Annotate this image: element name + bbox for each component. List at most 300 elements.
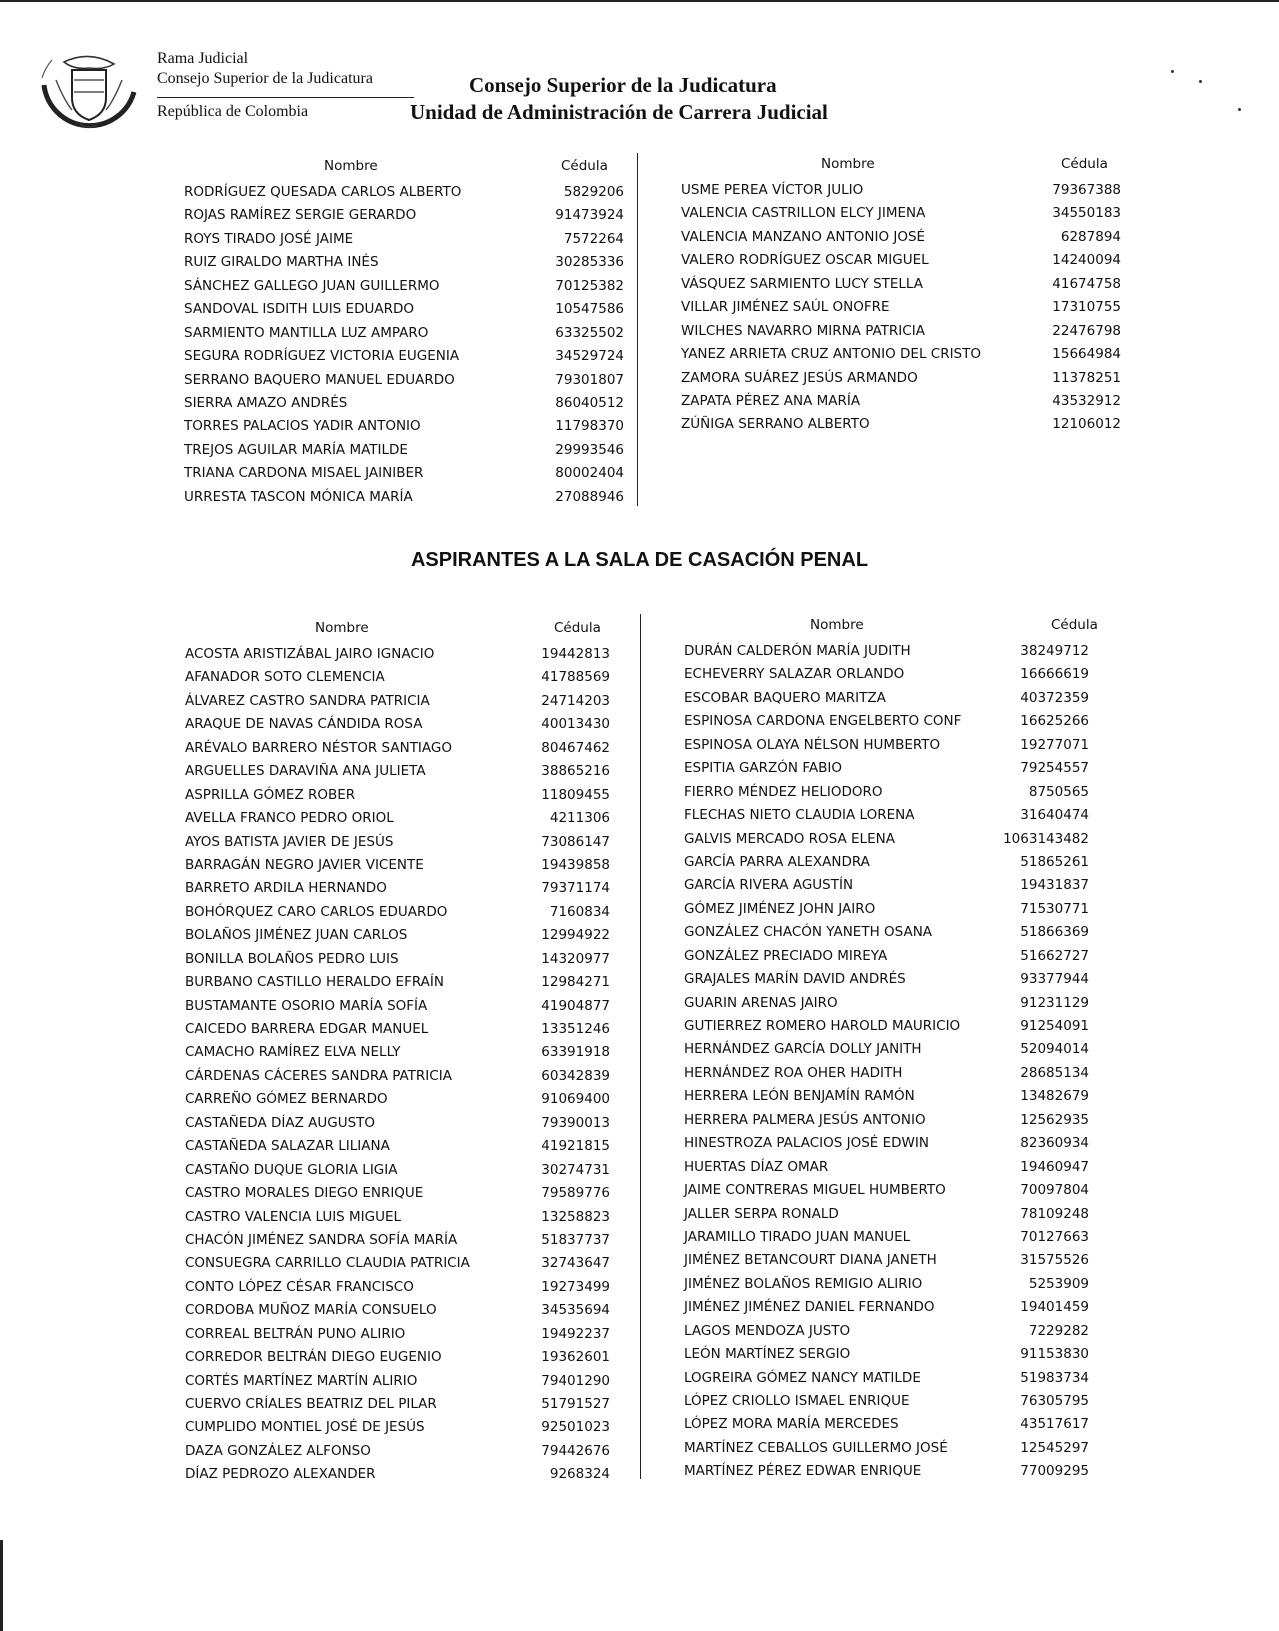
- list-row: [681, 390, 1121, 413]
- cedula-number: 8750565: [1028, 783, 1089, 800]
- section-title: ASPIRANTES A LA SALA DE CASACIÓN PENAL: [410, 549, 869, 571]
- person-name: GUARIN ARENAS JAIRO: [684, 994, 838, 1011]
- list-row: [684, 1156, 1089, 1179]
- list-row: [684, 921, 1089, 944]
- person-name: HERNÁNDEZ GARCÍA DOLLY JANITH: [684, 1041, 922, 1058]
- list-row: [684, 1437, 1089, 1460]
- top-border: [0, 0, 1279, 2]
- person-name: CASTAÑEDA SALAZAR LILIANA: [185, 1138, 390, 1155]
- cedula-number: 38249712: [1020, 643, 1089, 659]
- person-name: ACOSTA ARISTIZÁBAL JAIRO IGNACIO: [185, 646, 435, 662]
- cedula-number: 19492237: [541, 1325, 610, 1342]
- person-name: ZAPATA PÉREZ ANA MARÍA: [681, 392, 861, 409]
- cedula-number: 34529724: [555, 348, 624, 365]
- cedula-number: 14320977: [541, 950, 610, 967]
- list-row: [185, 1182, 610, 1205]
- list-row: [185, 1159, 610, 1182]
- cedula-number: 92501023: [541, 1419, 610, 1436]
- person-name: BURBANO CASTILLO HERALDO EFRAÍN: [185, 974, 444, 991]
- cedula-number: 60342839: [541, 1067, 610, 1084]
- person-name: ARÉVALO BARRERO NÉSTOR SANTIAGO: [185, 739, 453, 756]
- cedula-number: 31575526: [1020, 1252, 1089, 1269]
- header-nombre: Nombre: [315, 620, 369, 636]
- cedula-number: 4211306: [549, 810, 610, 827]
- list-row: [185, 737, 610, 760]
- person-name: JIMÉNEZ BETANCOURT DIANA JANETH: [684, 1252, 937, 1269]
- cedula-number: 5253909: [1028, 1275, 1089, 1292]
- person-name: HERNÁNDEZ ROA OHER HADITH: [684, 1064, 903, 1081]
- list-row: [185, 1088, 610, 1111]
- cedula-number: 93377944: [1020, 971, 1089, 988]
- person-name: SANDOVAL ISDITH LUIS EDUARDO: [184, 301, 414, 318]
- cedula-number: 13258823: [541, 1208, 610, 1225]
- cedula-number: 78109248: [1020, 1205, 1089, 1222]
- list-row: [681, 367, 1121, 390]
- list-row: [684, 874, 1089, 897]
- person-name: VILLAR JIMÉNEZ SAÚL ONOFRE: [681, 299, 890, 316]
- list-row: [185, 1112, 610, 1135]
- list-row: [184, 439, 624, 462]
- list-row: [184, 322, 624, 345]
- list-row: [185, 924, 610, 947]
- person-name: HERRERA PALMERA JESÚS ANTONIO: [684, 1111, 926, 1128]
- list-row: [681, 320, 1121, 343]
- person-name: HERRERA LEÓN BENJAMÍN RAMÓN: [684, 1088, 915, 1105]
- cedula-number: 17310755: [1052, 299, 1121, 316]
- list-row: [185, 1416, 610, 1439]
- list-row: [184, 345, 624, 368]
- person-name: BARRAGÁN NEGRO JAVIER VICENTE: [185, 856, 424, 873]
- cedula-number: 34535694: [541, 1302, 610, 1319]
- person-name: BONILLA BOLAÑOS PEDRO LUIS: [185, 950, 399, 967]
- person-name: FLECHAS NIETO CLAUDIA LORENA: [684, 807, 915, 824]
- cedula-number: 51866369: [1020, 924, 1089, 941]
- person-name: CÁRDENAS CÁCERES SANDRA PATRICIA: [185, 1067, 452, 1084]
- person-name: HINESTROZA PALACIOS JOSÉ EDWIN: [684, 1135, 929, 1152]
- person-name: SEGURA RODRÍGUEZ VICTORIA EUGENIA: [184, 348, 460, 365]
- list-row: [684, 1226, 1089, 1249]
- list-row: [184, 275, 624, 298]
- list-row: [185, 1206, 610, 1229]
- person-name: GÓMEZ JIMÉNEZ JOHN JAIRO: [684, 900, 876, 917]
- list-row: [684, 734, 1089, 757]
- person-name: ZAMORA SUÁREZ JESÚS ARMANDO: [681, 369, 918, 386]
- list-row: [185, 1393, 610, 1416]
- cedula-number: 19442813: [541, 646, 610, 662]
- cedula-number: 30285336: [555, 254, 624, 271]
- list-row: [684, 1390, 1089, 1413]
- cedula-number: 41674758: [1052, 275, 1121, 292]
- person-name: JARAMILLO TIRADO JUAN MANUEL: [684, 1228, 911, 1245]
- cedula-number: 52094014: [1020, 1041, 1089, 1058]
- person-name: RUIZ GIRALDO MARTHA INÉS: [184, 254, 379, 271]
- list-row: [185, 854, 610, 877]
- cedula-number: 16666619: [1020, 666, 1089, 683]
- list-row: [684, 1062, 1089, 1085]
- list-row: [185, 713, 610, 736]
- org-country: República de Colombia: [157, 103, 309, 120]
- list-row: [184, 298, 624, 321]
- list-row: [185, 1276, 610, 1299]
- cedula-number: 13482679: [1020, 1088, 1089, 1105]
- list-row: [684, 1109, 1089, 1132]
- person-name: FIERRO MÉNDEZ HELIODORO: [684, 783, 883, 800]
- person-name: ESCOBAR BAQUERO MARITZA: [684, 689, 886, 706]
- list-row: [185, 1252, 610, 1275]
- table-header: [684, 617, 1098, 637]
- cedula-number: 80002404: [555, 465, 624, 482]
- list-row: [185, 971, 610, 994]
- person-name: USME PEREA VÍCTOR JULIO: [681, 182, 864, 198]
- cedula-number: 34550183: [1052, 205, 1121, 222]
- list-row: [684, 1413, 1089, 1436]
- cedula-number: 79254557: [1020, 760, 1089, 777]
- person-name: CAICEDO BARRERA EDGAR MANUEL: [185, 1021, 429, 1037]
- cedula-number: 91473924: [555, 207, 624, 224]
- header-nombre: Nombre: [324, 158, 378, 174]
- person-name: SIERRA AMAZO ANDRÉS: [184, 394, 348, 411]
- person-name: CORREAL BELTRÁN PUNO ALIRIO: [185, 1325, 406, 1342]
- cedula-number: 80467462: [541, 739, 610, 756]
- header-subtitle: Unidad de Administración de Carrera Judicial: [410, 100, 828, 124]
- scan-speck: [1238, 108, 1241, 111]
- person-name: ÁLVAREZ CASTRO SANDRA PATRICIA: [185, 692, 430, 709]
- person-name: TRIANA CARDONA MISAEL JAINIBER: [184, 465, 424, 482]
- list-row: [185, 1463, 610, 1486]
- cedula-number: 51865261: [1020, 853, 1089, 870]
- cedula-number: 70125382: [555, 277, 624, 294]
- list-row: [185, 831, 610, 854]
- person-name: CAMACHO RAMÍREZ ELVA NELLY: [185, 1044, 401, 1061]
- person-name: CASTAÑEDA DÍAZ AUGUSTO: [185, 1114, 376, 1131]
- list-row: [684, 687, 1089, 710]
- list-row: [185, 1018, 610, 1041]
- person-name: DAZA GONZÁLEZ ALFONSO: [185, 1442, 371, 1459]
- person-name: LÓPEZ CRIOLLO ISMAEL ENRIQUE: [684, 1393, 910, 1409]
- person-name: SARMIENTO MANTILLA LUZ AMPARO: [184, 324, 429, 341]
- list-row: [185, 807, 610, 830]
- cedula-number: 76305795: [1020, 1393, 1089, 1409]
- cedula-number: 63391918: [541, 1044, 610, 1061]
- cedula-number: 91254091: [1020, 1018, 1089, 1034]
- list-row: [185, 784, 610, 807]
- person-name: MARTÍNEZ CEBALLOS GUILLERMO JOSÉ: [684, 1439, 948, 1456]
- list-row: [681, 249, 1121, 272]
- cedula-number: 40013430: [541, 716, 610, 733]
- person-name: CONTO LÓPEZ CÉSAR FRANCISCO: [185, 1278, 414, 1295]
- person-name: ESPITIA GARZÓN FABIO: [684, 760, 842, 777]
- cedula-number: 51791527: [541, 1396, 610, 1412]
- list-row: [684, 1085, 1089, 1108]
- person-name: GARCÍA PARRA ALEXANDRA: [684, 853, 870, 870]
- column-divider: [640, 614, 641, 1479]
- table-header: [681, 156, 1121, 176]
- list-row: [681, 273, 1121, 296]
- list-row: [684, 781, 1089, 804]
- person-name: HUERTAS DÍAZ OMAR: [684, 1158, 829, 1175]
- person-name: ARAQUE DE NAVAS CÁNDIDA ROSA: [185, 716, 423, 733]
- cedula-number: 19277071: [1020, 736, 1089, 753]
- cedula-number: 24714203: [541, 692, 610, 709]
- cedula-number: 30274731: [541, 1161, 610, 1178]
- person-name: BARRETO ARDILA HERNANDO: [185, 880, 387, 897]
- cedula-number: 79367388: [1052, 182, 1121, 198]
- person-name: VALENCIA CASTRILLON ELCY JIMENA: [681, 205, 926, 222]
- person-name: TORRES PALACIOS YADIR ANTONIO: [184, 418, 421, 435]
- person-name: CHACÓN JIMÉNEZ SANDRA SOFÍA MARÍA: [185, 1231, 458, 1248]
- cedula-number: 41788569: [541, 669, 610, 686]
- header-cedula: Cédula: [1051, 617, 1098, 633]
- list-row: [185, 1440, 610, 1463]
- list-row: [684, 640, 1089, 663]
- column-divider: [637, 153, 638, 506]
- person-name: LÓPEZ MORA MARÍA MERCEDES: [684, 1416, 899, 1433]
- cedula-number: 91153830: [1020, 1346, 1089, 1363]
- list-row: [684, 1249, 1089, 1272]
- coat-of-arms-emblem: [34, 40, 144, 150]
- cedula-number: 79390013: [541, 1114, 610, 1131]
- list-row: [185, 901, 610, 924]
- list-row: [684, 1296, 1089, 1319]
- list-row: [684, 1179, 1089, 1202]
- cedula-number: 15664984: [1052, 346, 1121, 363]
- list-row: [185, 1370, 610, 1393]
- person-name: ESPINOSA CARDONA ENGELBERTO CONF: [684, 713, 962, 730]
- person-name: LOGREIRA GÓMEZ NANCY MATILDE: [684, 1369, 921, 1386]
- cedula-number: 41921815: [541, 1138, 610, 1155]
- list-row: [184, 251, 624, 274]
- list-row: [681, 343, 1121, 366]
- person-name: CASTRO VALENCIA LUIS MIGUEL: [185, 1208, 402, 1225]
- list-row: [684, 804, 1089, 827]
- person-name: CORDOBA MUÑOZ MARÍA CONSUELO: [185, 1302, 437, 1319]
- person-name: GARCÍA RIVERA AGUSTÍN: [684, 877, 854, 894]
- cedula-number: 43532912: [1052, 392, 1121, 409]
- list-row: [684, 1015, 1089, 1038]
- person-name: CUMPLIDO MONTIEL JOSÉ DE JESÚS: [185, 1419, 425, 1436]
- header-nombre: Nombre: [821, 156, 875, 172]
- person-name: URRESTA TASCON MÓNICA MARÍA: [184, 488, 413, 505]
- list-row: [681, 226, 1121, 249]
- person-name: LEÓN MARTÍNEZ SERGIO: [684, 1346, 851, 1363]
- cedula-number: 1063143482: [1003, 830, 1089, 847]
- person-name: LAGOS MENDOZA JUSTO: [684, 1322, 851, 1339]
- scan-speck: [1171, 70, 1174, 73]
- list-row: [684, 663, 1089, 686]
- person-name: CASTAÑO DUQUE GLORIA LIGIA: [185, 1161, 398, 1178]
- cedula-number: 16625266: [1020, 713, 1089, 730]
- cedula-number: 19362601: [541, 1349, 610, 1366]
- table-header: [184, 158, 624, 178]
- cedula-number: 41904877: [541, 997, 610, 1014]
- cedula-number: 10547586: [555, 301, 624, 318]
- person-name: RODRÍGUEZ QUESADA CARLOS ALBERTO: [184, 184, 462, 200]
- person-name: BOHÓRQUEZ CARO CARLOS EDUARDO: [185, 903, 448, 920]
- cedula-number: 51662727: [1020, 947, 1089, 964]
- header-title: Consejo Superior de la Judicatura: [469, 73, 777, 97]
- list-row: [684, 851, 1089, 874]
- list-row: [684, 1203, 1089, 1226]
- cedula-number: 70127663: [1020, 1228, 1089, 1245]
- list-row: [185, 995, 610, 1018]
- list-row: [185, 1346, 610, 1369]
- person-name: JAIME CONTRERAS MIGUEL HUMBERTO: [684, 1182, 946, 1199]
- person-name: VÁSQUEZ SARMIENTO LUCY STELLA: [681, 275, 923, 292]
- list-row: [184, 228, 624, 251]
- cedula-number: 12984271: [541, 974, 610, 991]
- person-name: VALENCIA MANZANO ANTONIO JOSÉ: [681, 228, 926, 245]
- person-name: GONZÁLEZ PRECIADO MIREYA: [684, 947, 888, 964]
- list-row: [184, 181, 624, 204]
- list-row: [684, 1038, 1089, 1061]
- person-name: ARGUELLES DARAVIÑA ANA JULIETA: [185, 763, 426, 780]
- person-name: JIMÉNEZ BOLAÑOS REMIGIO ALIRIO: [684, 1275, 923, 1292]
- cedula-number: 19273499: [541, 1278, 610, 1295]
- cedula-number: 12545297: [1020, 1439, 1089, 1456]
- cedula-number: 38865216: [541, 763, 610, 780]
- person-name: ROYS TIRADO JOSÉ JAIME: [184, 230, 354, 247]
- person-name: MARTÍNEZ PÉREZ EDWAR ENRIQUE: [684, 1463, 922, 1480]
- cedula-number: 70097804: [1020, 1182, 1089, 1199]
- cedula-number: 6287894: [1060, 228, 1121, 245]
- cedula-number: 14240094: [1052, 252, 1121, 269]
- person-name: CUERVO CRÍALES BEATRIZ DEL PILAR: [185, 1396, 437, 1412]
- cedula-number: 19460947: [1020, 1158, 1089, 1175]
- header-cedula: Cédula: [561, 158, 608, 174]
- person-name: GUTIERREZ ROMERO HAROLD MAURICIO: [684, 1018, 961, 1034]
- cedula-number: 12106012: [1052, 416, 1121, 433]
- cedula-number: 77009295: [1020, 1463, 1089, 1480]
- cedula-number: 28685134: [1020, 1064, 1089, 1081]
- person-name: DÍAZ PEDROZO ALEXANDER: [185, 1466, 376, 1483]
- list-row: [185, 760, 610, 783]
- list-row: [681, 413, 1121, 436]
- list-row: [684, 1343, 1089, 1366]
- list-row: [681, 179, 1121, 202]
- list-row: [185, 1299, 610, 1322]
- list-row: [185, 948, 610, 971]
- list-row: [184, 204, 624, 227]
- list-row: [184, 392, 624, 415]
- person-name: GONZÁLEZ CHACÓN YANETH OSANA: [684, 924, 933, 941]
- cedula-number: 91231129: [1020, 994, 1089, 1011]
- cedula-number: 13351246: [541, 1021, 610, 1037]
- list-row: [185, 1323, 610, 1346]
- cedula-number: 19439858: [541, 856, 610, 873]
- cedula-number: 63325502: [555, 324, 624, 341]
- cedula-number: 31640474: [1020, 807, 1089, 824]
- person-name: AYOS BATISTA JAVIER DE JESÚS: [185, 833, 394, 850]
- cedula-number: 29993546: [555, 441, 624, 458]
- person-name: SERRANO BAQUERO MANUEL EDUARDO: [184, 371, 455, 388]
- cedula-number: 7229282: [1028, 1322, 1089, 1339]
- org-underline: [157, 97, 414, 98]
- cedula-number: 40372359: [1020, 689, 1089, 706]
- person-name: GALVIS MERCADO ROSA ELENA: [684, 830, 895, 847]
- person-name: SÁNCHEZ GALLEGO JUAN GUILLERMO: [184, 277, 440, 294]
- cedula-number: 32743647: [541, 1255, 610, 1272]
- person-name: BOLAÑOS JIMÉNEZ JUAN CARLOS: [185, 927, 408, 944]
- list-row: [185, 666, 610, 689]
- cedula-number: 5829206: [563, 184, 624, 200]
- scan-edge-mark: [0, 1540, 3, 1631]
- list-row: [684, 757, 1089, 780]
- list-row: [684, 898, 1089, 921]
- person-name: AVELLA FRANCO PEDRO ORIOL: [185, 810, 394, 827]
- person-name: ASPRILLA GÓMEZ ROBER: [185, 786, 356, 803]
- org-name-line2: Consejo Superior de la Judicatura: [157, 70, 373, 87]
- person-name: DURÁN CALDERÓN MARÍA JUDITH: [684, 643, 911, 659]
- cedula-number: 79589776: [541, 1185, 610, 1202]
- person-name: CARREÑO GÓMEZ BERNARDO: [185, 1091, 388, 1108]
- cedula-number: 79301807: [555, 371, 624, 388]
- cedula-number: 86040512: [555, 394, 624, 411]
- cedula-number: 12994922: [541, 927, 610, 944]
- list-row: [684, 968, 1089, 991]
- person-name: ROJAS RAMÍREZ SERGIE GERARDO: [184, 207, 417, 224]
- person-name: AFANADOR SOTO CLEMENCIA: [185, 669, 385, 686]
- person-name: TREJOS AGUILAR MARÍA MATILDE: [184, 441, 408, 458]
- cedula-number: 43517617: [1020, 1416, 1089, 1433]
- list-row: [684, 945, 1089, 968]
- person-name: CONSUEGRA CARRILLO CLAUDIA PATRICIA: [185, 1255, 470, 1272]
- list-row: [185, 690, 610, 713]
- header-cedula: Cédula: [554, 620, 601, 636]
- list-row: [185, 1041, 610, 1064]
- cedula-number: 51837737: [541, 1231, 610, 1248]
- cedula-number: 22476798: [1052, 322, 1121, 339]
- cedula-number: 19401459: [1020, 1299, 1089, 1316]
- cedula-number: 11809455: [541, 786, 610, 803]
- list-row: [684, 1367, 1089, 1390]
- cedula-number: 7572264: [563, 230, 624, 247]
- org-name-line1: Rama Judicial: [157, 50, 249, 67]
- person-name: ESPINOSA OLAYA NÉLSON HUMBERTO: [684, 736, 941, 753]
- list-row: [684, 1273, 1089, 1296]
- list-row: [684, 992, 1089, 1015]
- header-nombre: Nombre: [810, 617, 864, 633]
- cedula-number: 12562935: [1020, 1111, 1089, 1128]
- cedula-number: 7160834: [549, 903, 610, 920]
- cedula-number: 19431837: [1020, 877, 1089, 894]
- cedula-number: 11378251: [1052, 369, 1121, 386]
- scan-speck: [1199, 80, 1202, 83]
- cedula-number: 71530771: [1020, 900, 1089, 917]
- list-row: [184, 369, 624, 392]
- cedula-number: 79401290: [541, 1372, 610, 1389]
- list-row: [684, 828, 1089, 851]
- cedula-number: 9268324: [549, 1466, 610, 1483]
- cedula-number: 82360934: [1020, 1135, 1089, 1152]
- list-row: [185, 1065, 610, 1088]
- person-name: CASTRO MORALES DIEGO ENRIQUE: [185, 1185, 424, 1202]
- list-row: [185, 1229, 610, 1252]
- person-name: BUSTAMANTE OSORIO MARÍA SOFÍA: [185, 997, 428, 1014]
- cedula-number: 73086147: [541, 833, 610, 850]
- person-name: ECHEVERRY SALAZAR ORLANDO: [684, 666, 905, 683]
- header-cedula: Cédula: [1061, 156, 1108, 172]
- cedula-number: 79371174: [541, 880, 610, 897]
- list-row: [684, 1320, 1089, 1343]
- person-name: GRAJALES MARÍN DAVID ANDRÉS: [684, 971, 906, 988]
- list-row: [681, 296, 1121, 319]
- cedula-number: 51983734: [1020, 1369, 1089, 1386]
- list-row: [684, 1460, 1089, 1483]
- person-name: VALERO RODRÍGUEZ OSCAR MIGUEL: [681, 252, 929, 269]
- person-name: JALLER SERPA RONALD: [684, 1205, 839, 1222]
- cedula-number: 27088946: [555, 488, 624, 505]
- person-name: JIMÉNEZ JIMÉNEZ DANIEL FERNANDO: [684, 1299, 935, 1316]
